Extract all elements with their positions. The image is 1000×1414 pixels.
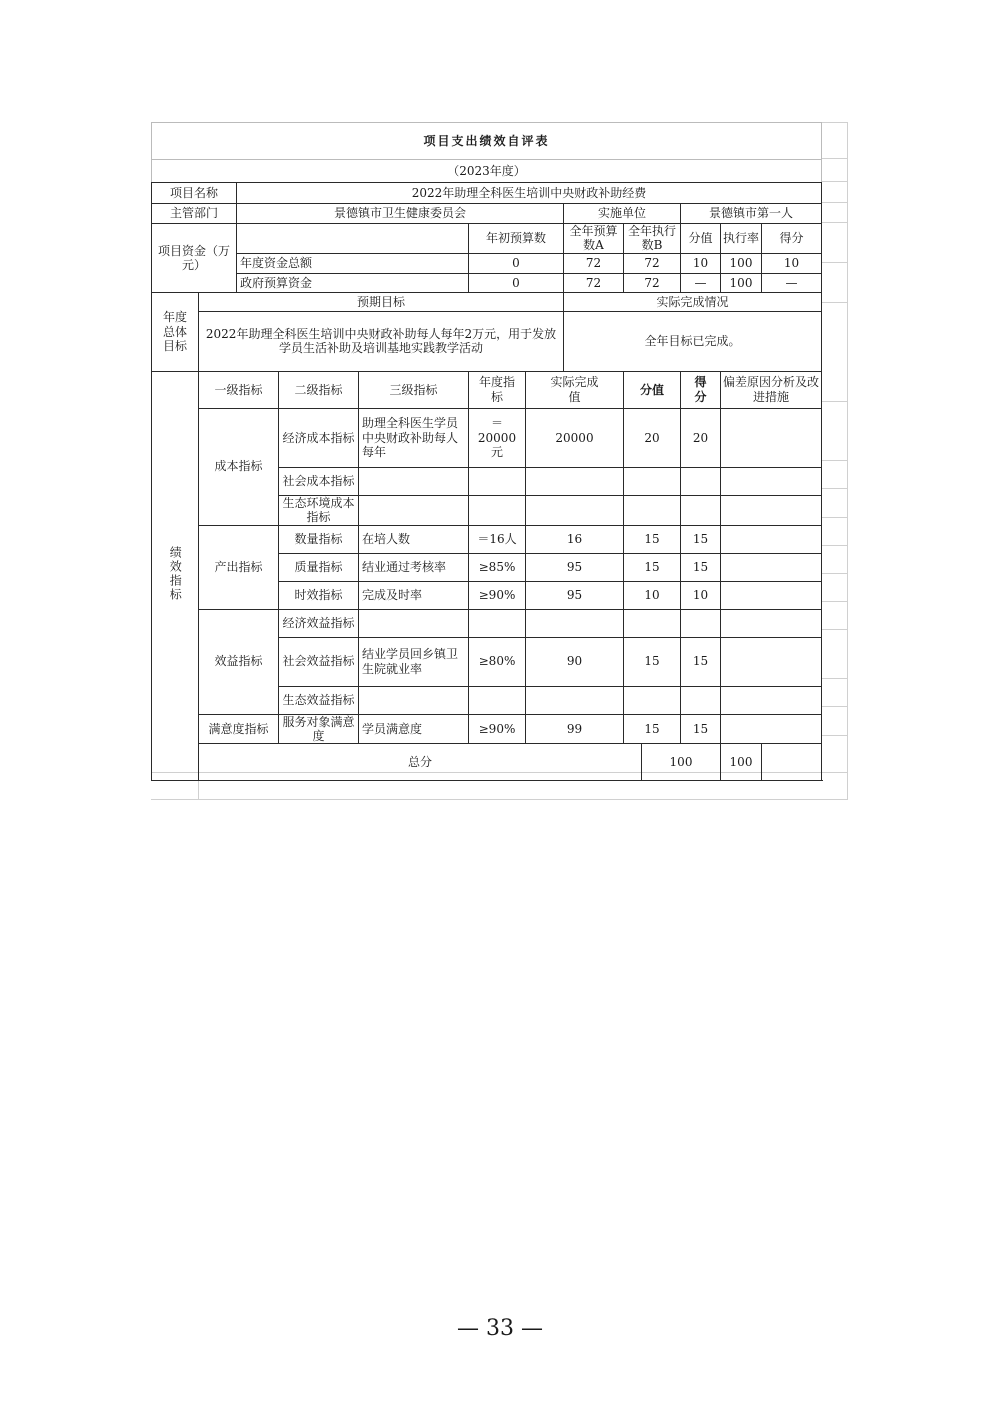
satisfaction-level1: 满意度指标 [199, 714, 279, 744]
cost-econ-level3: 助理全科医生学员中央财政补助每人每年 [359, 408, 469, 467]
empty-cell [721, 637, 822, 686]
output-timeliness-actual: 95 [526, 581, 624, 609]
sheet-grid-r16 [821, 706, 848, 707]
output-timeliness-level2: 时效指标 [279, 581, 359, 609]
cost-level1: 成本指标 [199, 408, 279, 525]
empty-cell [681, 686, 721, 714]
perf-label: 绩效指标 [152, 371, 199, 781]
empty-cell [681, 609, 721, 637]
annual-goal-label: 年度总体目标 [152, 292, 199, 371]
output-quality-score-value: 15 [624, 553, 681, 581]
output-quantity-score: 15 [681, 525, 721, 553]
project-name: 2022年助理全科医生培训中央财政补助经费 [237, 183, 822, 204]
cost-econ-deviation [721, 408, 822, 467]
sheet-grid-r3 [821, 202, 848, 203]
cost-econ-score-value: 20 [624, 408, 681, 467]
funds-row-exec-rate: 100 [721, 273, 762, 292]
empty-cell [526, 495, 624, 525]
empty-cell [624, 495, 681, 525]
output-timeliness-score: 10 [681, 581, 721, 609]
sheet-grid-r13 [821, 601, 848, 602]
empty-cell [721, 714, 822, 744]
empty-cell [721, 495, 822, 525]
perf-header-level3: 三级指标 [359, 371, 469, 408]
benefit-econ-level2: 经济效益指标 [279, 609, 359, 637]
funds-row-full-year-a: 72 [564, 253, 624, 273]
satisfaction-level3: 学员满意度 [359, 714, 469, 744]
satisfaction-score: 15 [681, 714, 721, 744]
empty-cell [721, 553, 822, 581]
project-name-label: 项目名称 [152, 183, 237, 204]
benefit-social-actual: 90 [526, 637, 624, 686]
benefit-social-level3: 结业学员回乡镇卫生院就业率 [359, 637, 469, 686]
output-quality-actual: 95 [526, 553, 624, 581]
perf-header-level2: 二级指标 [279, 371, 359, 408]
page-title: 项目支出绩效自评表 [152, 123, 822, 160]
expected-goal-label: 预期目标 [199, 292, 564, 311]
sheet-grid-bottom [151, 799, 848, 800]
sheet-grid-r15 [821, 678, 848, 679]
empty-cell [469, 467, 526, 495]
dept-label: 主管部门 [152, 204, 237, 224]
funds-header-blank [237, 224, 469, 254]
empty-cell [359, 609, 469, 637]
perf-header-level1: 一级指标 [199, 371, 279, 408]
output-quantity-score-value: 15 [624, 525, 681, 553]
funds-row-exec-b: 72 [624, 273, 681, 292]
funds-row-score: 10 [762, 253, 822, 273]
cost-eco-level2: 生态环境成本指标 [279, 495, 359, 525]
empty-cell [526, 467, 624, 495]
sheet-grid-r11 [821, 545, 848, 546]
cost-econ-level2: 经济成本指标 [279, 408, 359, 467]
output-quantity-level3: 在培人数 [359, 525, 469, 553]
benefit-level1: 效益指标 [199, 609, 279, 714]
actual-label: 实际完成情况 [564, 292, 822, 311]
sheet-grid-r5 [821, 262, 848, 263]
empty-cell [469, 495, 526, 525]
sheet-grid-r2 [821, 181, 848, 182]
funds-row-name: 年度资金总额 [237, 253, 469, 273]
funds-row-full-year-a: 72 [564, 273, 624, 292]
benefit-social-target: ≥80% [469, 637, 526, 686]
empty-cell [721, 581, 822, 609]
funds-row-initial: 0 [469, 273, 564, 292]
empty-cell [721, 467, 822, 495]
empty-cell [469, 609, 526, 637]
empty-cell [681, 467, 721, 495]
sheet-grid-r6 [821, 302, 848, 303]
cost-econ-target: ＝20000元 [469, 408, 526, 467]
perf-header-annual-target: 年度指标 [469, 371, 526, 408]
satisfaction-level2: 服务对象满意度 [279, 714, 359, 744]
empty-cell [762, 744, 822, 781]
benefit-social-level2: 社会效益指标 [279, 637, 359, 686]
perf-header-deviation: 偏差原因分析及改进措施 [721, 371, 822, 408]
output-timeliness-level3: 完成及时率 [359, 581, 469, 609]
funds-row-exec-b: 72 [624, 253, 681, 273]
satisfaction-actual: 99 [526, 714, 624, 744]
empty-cell [359, 495, 469, 525]
sheet-grid-r10 [821, 517, 848, 518]
sheet-grid-r12 [821, 573, 848, 574]
output-level1: 产出指标 [199, 525, 279, 609]
empty-cell [721, 609, 822, 637]
cost-econ-score: 20 [681, 408, 721, 467]
empty-cell [624, 467, 681, 495]
output-timeliness-target: ≥90% [469, 581, 526, 609]
sheet-grid-r9 [821, 488, 848, 489]
total-score: 100 [721, 744, 762, 781]
expected-goal-text: 2022年助理全科医生培训中央财政补助每人每年2万元，用于发放学员生活补助及培训基地实践教学活动 [199, 311, 564, 371]
sheet-grid-r4 [821, 222, 848, 223]
funds-header-initial: 年初预算数 [469, 224, 564, 254]
funds-row-name: 政府预算资金 [237, 273, 469, 292]
output-quantity-target: ＝16人 [469, 525, 526, 553]
impl-unit-value: 景德镇市第一人 [681, 204, 822, 224]
funds-header-score: 得分 [762, 224, 822, 254]
total-score-value: 100 [642, 744, 721, 781]
empty-cell [721, 686, 822, 714]
cost-social-level2: 社会成本指标 [279, 467, 359, 495]
output-quantity-level2: 数量指标 [279, 525, 359, 553]
sheet-grid-r8 [821, 460, 848, 461]
output-quality-target: ≥85% [469, 553, 526, 581]
performance-self-evaluation-table [151, 122, 822, 781]
funds-row-initial: 0 [469, 253, 564, 273]
benefit-eco-level2: 生态效益指标 [279, 686, 359, 714]
cost-econ-actual: 20000 [526, 408, 624, 467]
empty-cell [359, 467, 469, 495]
sheet-grid-r17 [821, 735, 848, 736]
sheet-grid-r7 [821, 401, 848, 402]
page-number: — 33 — [457, 1316, 543, 1341]
empty-cell [624, 686, 681, 714]
satisfaction-target: ≥90% [469, 714, 526, 744]
perf-header-score-value: 分值 [624, 371, 681, 408]
output-quality-score: 15 [681, 553, 721, 581]
sheet-grid-r1 [821, 158, 848, 159]
empty-cell [526, 609, 624, 637]
dept-value: 景德镇市卫生健康委员会 [237, 204, 564, 224]
empty-cell [469, 686, 526, 714]
empty-cell [526, 686, 624, 714]
sheet-grid-right [847, 122, 848, 800]
output-timeliness-score-value: 10 [624, 581, 681, 609]
funds-row-score-value: 10 [681, 253, 721, 273]
benefit-social-score-value: 15 [624, 637, 681, 686]
funds-header-exec-rate: 执行率 [721, 224, 762, 254]
output-quantity-actual: 16 [526, 525, 624, 553]
perf-header-score: 得分 [681, 371, 721, 408]
satisfaction-score-value: 15 [624, 714, 681, 744]
total-label: 总分 [199, 744, 642, 781]
funds-header-score-value: 分值 [681, 224, 721, 254]
benefit-social-score: 15 [681, 637, 721, 686]
funds-row-exec-rate: 100 [721, 253, 762, 273]
funds-label: 项目资金（万元） [152, 224, 237, 293]
empty-cell [359, 686, 469, 714]
sheet-grid-r14 [821, 629, 848, 630]
empty-cell [624, 609, 681, 637]
funds-header-exec-b: 全年执行数B [624, 224, 681, 254]
actual-text: 全年目标已完成。 [564, 311, 822, 371]
output-quality-level3: 结业通过考核率 [359, 553, 469, 581]
empty-cell [721, 525, 822, 553]
output-quality-level2: 质量指标 [279, 553, 359, 581]
funds-row-score-value: — [681, 273, 721, 292]
funds-header-full-year-a: 全年预算数A [564, 224, 624, 254]
empty-cell [681, 495, 721, 525]
impl-unit-label: 实施单位 [564, 204, 681, 224]
year-label: （2023年度） [152, 160, 822, 183]
funds-row-score: — [762, 273, 822, 292]
perf-header-actual-value: 实际完成值 [526, 371, 624, 408]
